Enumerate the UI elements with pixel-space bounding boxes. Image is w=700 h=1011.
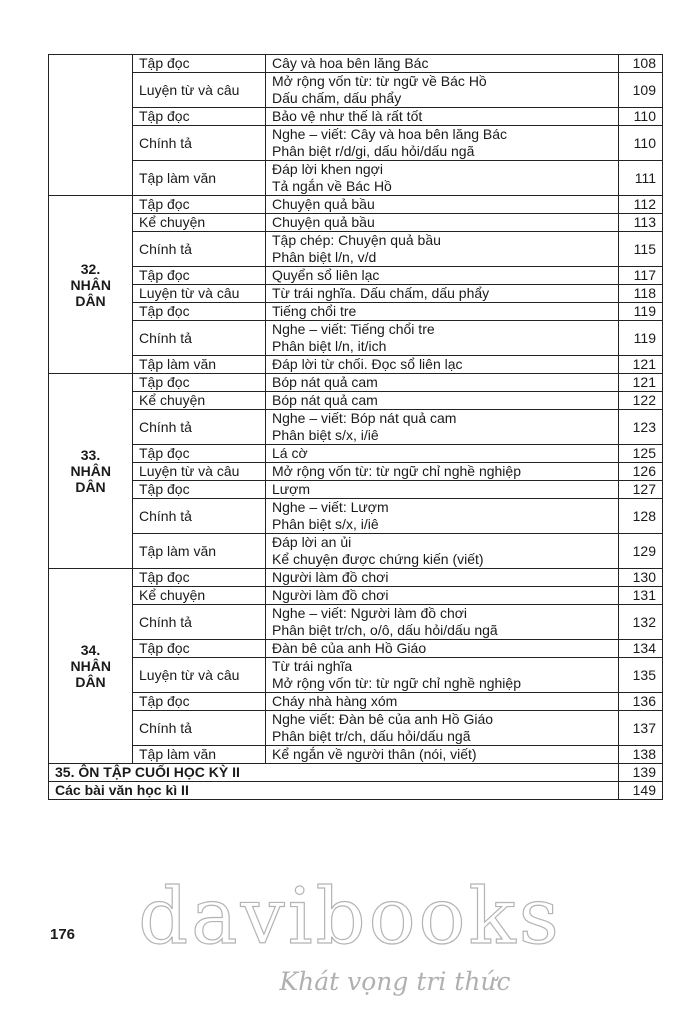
lesson-type: Chính tả bbox=[133, 232, 266, 267]
lesson-type: Kể chuyện bbox=[133, 587, 266, 605]
page-ref: 111 bbox=[619, 161, 663, 196]
toc-row bbox=[49, 746, 663, 764]
lesson-title-line: Phân biệt tr/ch, dấu hỏi/dấu ngã bbox=[272, 728, 471, 744]
lesson-title bbox=[266, 587, 619, 605]
lesson-title-line: Lá cờ bbox=[272, 445, 308, 461]
page-ref: 135 bbox=[619, 658, 663, 693]
lesson-title bbox=[266, 481, 619, 499]
lesson-title-line: Dấu chấm, dấu phẩy bbox=[272, 90, 402, 106]
toc-row bbox=[49, 587, 663, 605]
lesson-type: Tập đọc bbox=[133, 267, 266, 285]
toc-row bbox=[49, 481, 663, 499]
lesson-type: Tập đọc bbox=[133, 569, 266, 587]
lesson-title-line: Cháy nhà hàng xóm bbox=[272, 693, 398, 709]
section-title: 35. ÔN TẬP CUỐI HỌC KỲ II bbox=[49, 764, 619, 782]
page-ref: 110 bbox=[619, 126, 663, 161]
page-ref: 121 bbox=[619, 374, 663, 392]
lesson-title bbox=[266, 356, 619, 374]
toc-row bbox=[49, 232, 663, 267]
lesson-title bbox=[266, 711, 619, 746]
lesson-title-line: Đáp lời an ủi bbox=[272, 534, 352, 550]
lesson-title-line: Nghe – viết: Tiếng chổi tre bbox=[272, 321, 435, 337]
toc-row bbox=[49, 711, 663, 746]
page-ref: 112 bbox=[619, 196, 663, 214]
lesson-title-line: Người làm đồ chơi bbox=[272, 569, 389, 585]
toc-row bbox=[49, 108, 663, 126]
page-number: 176 bbox=[50, 926, 76, 943]
lesson-title bbox=[266, 55, 619, 73]
toc-row bbox=[49, 126, 663, 161]
page-ref: 139 bbox=[619, 764, 663, 782]
toc-row bbox=[49, 640, 663, 658]
lesson-type: Tập làm văn bbox=[133, 356, 266, 374]
toc-row bbox=[49, 161, 663, 196]
lesson-title-line: Bóp nát quả cam bbox=[272, 374, 378, 390]
page-ref: 134 bbox=[619, 640, 663, 658]
lesson-type: Kể chuyện bbox=[133, 214, 266, 232]
lesson-title-line: Từ trái nghĩa. Dấu chấm, dấu phẩy bbox=[272, 285, 490, 301]
page-ref: 138 bbox=[619, 746, 663, 764]
lesson-title-line: Đàn bê của anh Hồ Giáo bbox=[272, 640, 427, 656]
lesson-title-line: Kể ngắn về người thân (nói, viết) bbox=[272, 746, 477, 762]
lesson-title bbox=[266, 605, 619, 640]
lesson-type: Tập đọc bbox=[133, 374, 266, 392]
lesson-title-line: Nghe – viết: Cây và hoa bên lăng Bác bbox=[272, 126, 508, 142]
toc-row bbox=[49, 321, 663, 356]
lesson-title-line: Phân biệt tr/ch, o/ô, dấu hỏi/dấu ngã bbox=[272, 622, 498, 638]
page-ref: 125 bbox=[619, 445, 663, 463]
toc-row bbox=[49, 463, 663, 481]
lesson-type: Chính tả bbox=[133, 126, 266, 161]
lesson-type: Tập đọc bbox=[133, 303, 266, 321]
toc-row bbox=[49, 374, 663, 392]
lesson-title bbox=[266, 410, 619, 445]
lesson-title-line: Lượm bbox=[272, 481, 311, 497]
lesson-type: Chính tả bbox=[133, 499, 266, 534]
lesson-title bbox=[266, 126, 619, 161]
toc-row bbox=[49, 214, 663, 232]
lesson-title-line: Tiếng chổi tre bbox=[272, 303, 357, 319]
page-ref: 118 bbox=[619, 285, 663, 303]
lesson-title-line: Mở rộng vốn từ: từ ngữ về Bác Hồ bbox=[272, 73, 487, 89]
toc-row bbox=[49, 196, 663, 214]
page-ref: 108 bbox=[619, 55, 663, 73]
lesson-type: Tập làm văn bbox=[133, 746, 266, 764]
toc-row bbox=[49, 73, 663, 108]
page-ref: 115 bbox=[619, 232, 663, 267]
lesson-title-line: Nghe viết: Đàn bê của anh Hồ Giáo bbox=[272, 711, 494, 727]
page-ref: 123 bbox=[619, 410, 663, 445]
watermark-brand: davibooks bbox=[138, 872, 562, 962]
lesson-type: Chính tả bbox=[133, 321, 266, 356]
lesson-type: Kể chuyện bbox=[133, 392, 266, 410]
page-ref: 126 bbox=[619, 463, 663, 481]
toc-row bbox=[49, 55, 663, 73]
lesson-title bbox=[266, 321, 619, 356]
week-label bbox=[49, 569, 133, 764]
lesson-type: Tập làm văn bbox=[133, 161, 266, 196]
week-label bbox=[49, 374, 133, 569]
lesson-title bbox=[266, 303, 619, 321]
lesson-title-line: Đáp lời khen ngợi bbox=[272, 161, 383, 177]
page-ref: 137 bbox=[619, 711, 663, 746]
lesson-title bbox=[266, 640, 619, 658]
week-label-text: 33. NHÂN DÂN bbox=[70, 447, 111, 495]
lesson-title bbox=[266, 161, 619, 196]
lesson-title bbox=[266, 73, 619, 108]
lesson-title-line: Bảo vệ như thế là rất tốt bbox=[272, 108, 423, 124]
lesson-title-line: Phân biệt s/x, i/iê bbox=[272, 427, 379, 443]
lesson-type: Luyện từ và câu bbox=[133, 463, 266, 481]
page-ref: 127 bbox=[619, 481, 663, 499]
toc-row bbox=[49, 569, 663, 587]
lesson-title-line: Phân biệt l/n, it/ich bbox=[272, 338, 387, 354]
toc-row bbox=[49, 356, 663, 374]
lesson-type: Chính tả bbox=[133, 711, 266, 746]
toc-row bbox=[49, 693, 663, 711]
lesson-type: Tập làm văn bbox=[133, 534, 266, 569]
toc-row bbox=[49, 445, 663, 463]
lesson-title bbox=[266, 445, 619, 463]
lesson-type: Luyện từ và câu bbox=[133, 285, 266, 303]
lesson-title bbox=[266, 392, 619, 410]
page-ref: 128 bbox=[619, 499, 663, 534]
lesson-title-line: Quyển sổ liên lạc bbox=[272, 267, 380, 283]
lesson-title-line: Mở rộng vốn từ: từ ngữ chỉ nghề nghiệp bbox=[272, 463, 521, 479]
page-ref: 131 bbox=[619, 587, 663, 605]
toc-row bbox=[49, 534, 663, 569]
lesson-title-line: Nghe – viết: Lượm bbox=[272, 499, 389, 515]
lesson-title bbox=[266, 534, 619, 569]
toc-row bbox=[49, 285, 663, 303]
lesson-title bbox=[266, 658, 619, 693]
page-ref: 117 bbox=[619, 267, 663, 285]
lesson-title bbox=[266, 374, 619, 392]
lesson-title-line: Người làm đồ chơi bbox=[272, 587, 389, 603]
lesson-type: Tập đọc bbox=[133, 55, 266, 73]
toc-row bbox=[49, 392, 663, 410]
lesson-type: Chính tả bbox=[133, 410, 266, 445]
lesson-title bbox=[266, 463, 619, 481]
page-ref: 121 bbox=[619, 356, 663, 374]
lesson-title bbox=[266, 569, 619, 587]
lesson-type: Chính tả bbox=[133, 605, 266, 640]
lesson-title-line: Cây và hoa bên lăng Bác bbox=[272, 55, 429, 71]
lesson-title-line: Phân biệt l/n, v/d bbox=[272, 249, 377, 265]
lesson-type: Tập đọc bbox=[133, 481, 266, 499]
toc-row bbox=[49, 499, 663, 534]
lesson-title-line: Từ trái nghĩa bbox=[272, 658, 353, 674]
lesson-title-line: Tập chép: Chuyện quả bầu bbox=[272, 232, 441, 248]
lesson-type: Tập đọc bbox=[133, 693, 266, 711]
lesson-title-line: Đáp lời từ chối. Đọc sổ liên lạc bbox=[272, 356, 463, 372]
toc-row-section bbox=[49, 764, 663, 782]
toc-body bbox=[49, 55, 663, 800]
lesson-title bbox=[266, 196, 619, 214]
lesson-title-line: Mở rộng vốn từ: từ ngữ chỉ nghề nghiệp bbox=[272, 675, 521, 691]
lesson-type: Tập đọc bbox=[133, 196, 266, 214]
lesson-title-line: Chuyện quả bầu bbox=[272, 196, 375, 212]
lesson-type: Luyện từ và câu bbox=[133, 73, 266, 108]
lesson-title bbox=[266, 285, 619, 303]
lesson-title-line: Tả ngắn về Bác Hồ bbox=[272, 178, 392, 194]
page-ref: 130 bbox=[619, 569, 663, 587]
lesson-title-line: Nghe – viết: Người làm đồ chơi bbox=[272, 605, 468, 621]
toc-row bbox=[49, 267, 663, 285]
week-label bbox=[49, 196, 133, 374]
lesson-title bbox=[266, 267, 619, 285]
week-label-text: 32. NHÂN DÂN bbox=[70, 260, 111, 309]
toc-row bbox=[49, 410, 663, 445]
table-of-contents bbox=[48, 54, 663, 800]
lesson-title bbox=[266, 693, 619, 711]
lesson-type: Tập đọc bbox=[133, 445, 266, 463]
toc-row bbox=[49, 303, 663, 321]
lesson-type: Tập đọc bbox=[133, 108, 266, 126]
lesson-title-line: Phân biệt s/x, i/iê bbox=[272, 516, 379, 532]
lesson-title-line: Bóp nát quả cam bbox=[272, 392, 378, 408]
lesson-title bbox=[266, 746, 619, 764]
page-ref: 122 bbox=[619, 392, 663, 410]
toc-row-section bbox=[49, 782, 663, 800]
lesson-type: Tập đọc bbox=[133, 640, 266, 658]
page-ref: 119 bbox=[619, 303, 663, 321]
page-ref: 149 bbox=[619, 782, 663, 800]
week-label bbox=[49, 55, 133, 196]
lesson-type: Luyện từ và câu bbox=[133, 658, 266, 693]
toc-row bbox=[49, 605, 663, 640]
page-ref: 109 bbox=[619, 73, 663, 108]
lesson-title-line: Kể chuyện được chứng kiến (viết) bbox=[272, 551, 484, 567]
lesson-title-line: Phân biệt r/d/gi, dấu hỏi/dấu ngã bbox=[272, 143, 475, 159]
lesson-title bbox=[266, 499, 619, 534]
page-ref: 113 bbox=[619, 214, 663, 232]
lesson-title-line: Chuyện quả bầu bbox=[272, 214, 375, 230]
watermark-tagline: Khát vọng tri thức bbox=[279, 967, 511, 996]
page-ref: 119 bbox=[619, 321, 663, 356]
lesson-title-line: Nghe – viết: Bóp nát quả cam bbox=[272, 410, 457, 426]
page-ref: 110 bbox=[619, 108, 663, 126]
page-ref: 136 bbox=[619, 693, 663, 711]
lesson-title bbox=[266, 232, 619, 267]
toc-row bbox=[49, 658, 663, 693]
lesson-title bbox=[266, 108, 619, 126]
page-ref: 129 bbox=[619, 534, 663, 569]
page-ref: 132 bbox=[619, 605, 663, 640]
week-label-text: 34. NHÂN DÂN bbox=[70, 642, 111, 690]
section-title: Các bài văn học kì II bbox=[49, 782, 619, 800]
lesson-title bbox=[266, 214, 619, 232]
